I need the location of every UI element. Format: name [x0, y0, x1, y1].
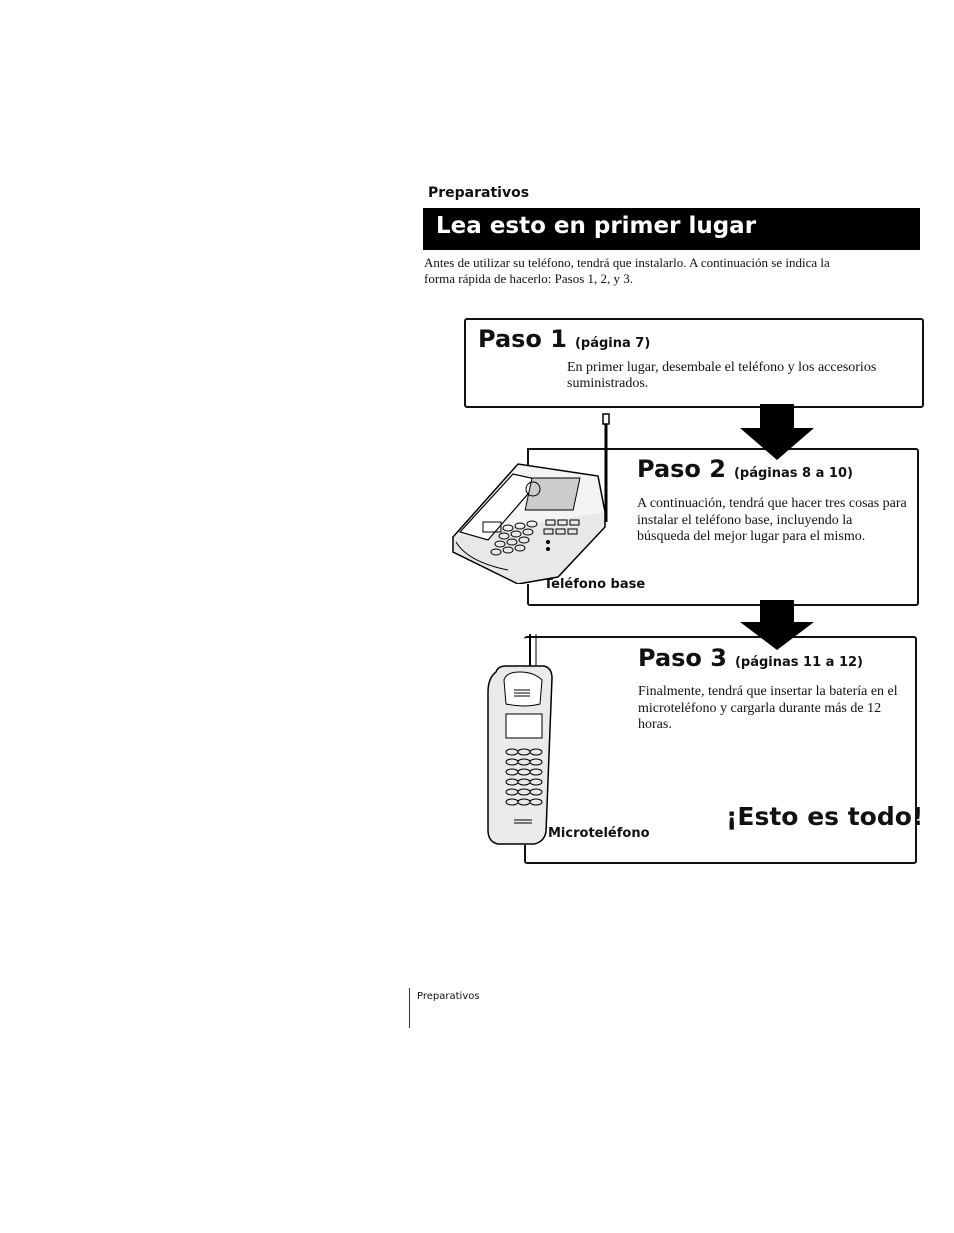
step-1-label: Paso 1	[478, 325, 567, 353]
step-1-pages: (página 7)	[574, 336, 651, 351]
step-2-label: Paso 2	[637, 455, 726, 483]
step-3-pages: (páginas 11 a 12)	[734, 655, 863, 670]
page-title: Lea esto en primer lugar	[436, 213, 757, 239]
step-2-text: A continuación, tendrá que hacer tres cosas para instalar el teléfono base, incluyendo la búsqueda del mejor lugar para el mismo.	[637, 496, 907, 544]
step-3-label: Paso 3	[638, 644, 727, 672]
step-2-pages: (páginas 8 a 10)	[733, 466, 853, 481]
intro-paragraph: Antes de utilizar su teléfono, tendrá que instalarlo. A continuación se indica la forma rápida de hacerlo: Pasos 1, 2, y 3.	[424, 255, 830, 286]
base-phone-label: Teléfono base	[544, 577, 646, 592]
down-arrow-icon	[740, 404, 814, 460]
footer-divider	[409, 988, 410, 1028]
step-1-text: En primer lugar, desembale el teléfono y los accesorios suministrados.	[567, 360, 877, 391]
closing-text: ¡Esto es todo!	[726, 802, 924, 831]
step-1-heading	[478, 325, 650, 353]
base-phone-illustration	[448, 412, 618, 584]
step-2-box-corner-bottom	[527, 584, 529, 604]
down-arrow-icon	[740, 600, 814, 650]
section-label: Preparativos	[428, 185, 530, 201]
footer-section-label: Preparativos	[417, 991, 480, 1002]
handset-label: Microteléfono	[548, 826, 650, 841]
title-banner	[423, 208, 920, 250]
handset-illustration	[484, 632, 554, 848]
step-3-text: Finalmente, tendrá que insertar la batería en el microteléfono y cargarla durante más de 12 horas.	[638, 684, 898, 732]
